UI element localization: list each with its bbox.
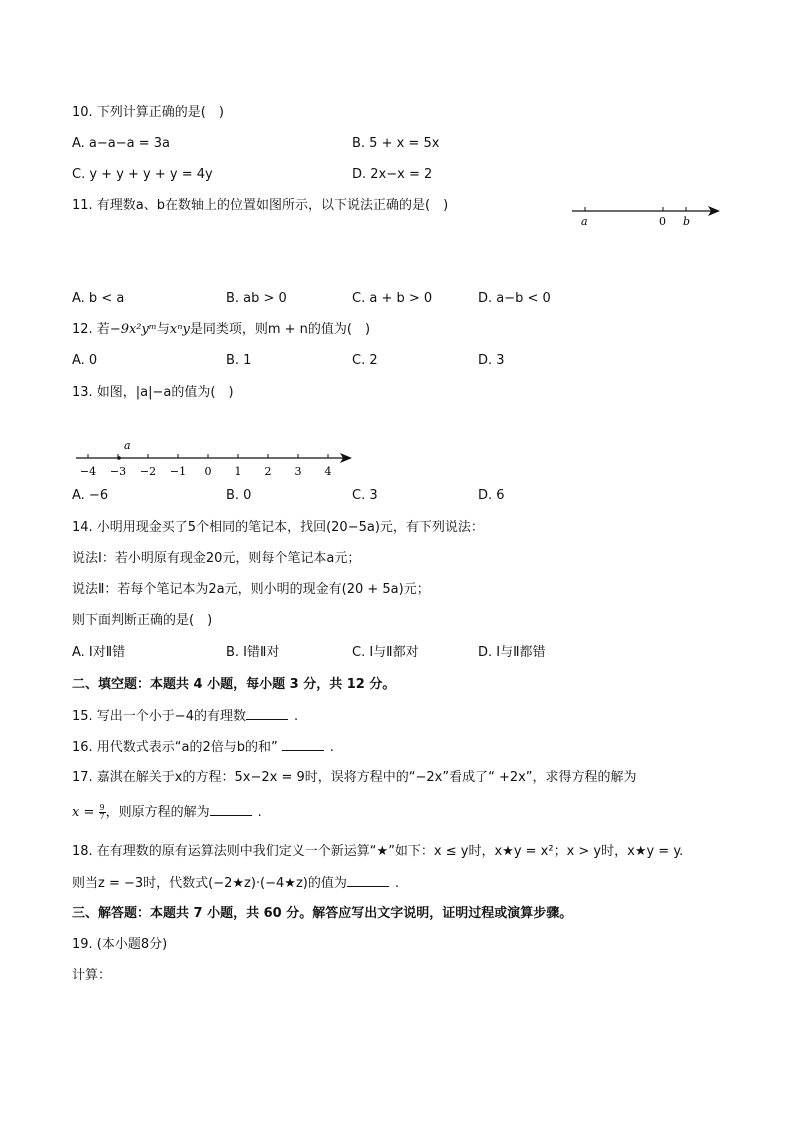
q13-option-c: C. 3 xyxy=(352,488,378,503)
q17-period: . xyxy=(257,805,262,820)
q18-line-1: 18. 在有理数的原有运算法则中我们定义一个新运算“★”如下：x ≤ y时，x★y = x²；x > y时，x★y = y. xyxy=(72,844,684,859)
q11-label-0: 0 xyxy=(659,215,666,228)
q11-number-line xyxy=(568,198,724,232)
q13-number-line xyxy=(70,436,360,480)
q14-stem: 14. 小明用现金买了5个相同的笔记本，找回(20−5a)元，有下列说法： xyxy=(72,520,484,535)
q18-answer-blank[interactable] xyxy=(347,874,389,887)
q11-stem: 11. 有理数a、b在数轴上的位置如图所示，以下说法正确的是( ) xyxy=(72,198,449,213)
q10-option-c: C. y + y + y + y = 4y xyxy=(72,167,213,182)
q18-period: . xyxy=(394,876,399,891)
q11-label-a: a xyxy=(581,215,588,228)
q17-x-equals: x = xyxy=(72,805,95,820)
q16 xyxy=(72,738,334,757)
q17-fraction xyxy=(99,804,106,821)
q19-instruction: 计算： xyxy=(72,968,112,983)
q13-tick-label: −2 xyxy=(139,465,157,478)
q13-stem: 13. 如图，|a|−a的值为( ) xyxy=(72,385,234,400)
q12-stem-post: 是同类项，则m + n的值为( ) xyxy=(189,322,371,337)
q14-option-b: B. Ⅰ错Ⅱ对 xyxy=(226,645,280,660)
q14-option-d: D. Ⅰ与Ⅱ都错 xyxy=(478,645,546,660)
q13-tick-label: 1 xyxy=(234,465,242,478)
q12-option-b: B. 1 xyxy=(226,353,252,368)
q12-stem-pre: 12. 若 xyxy=(72,322,110,337)
q17-fraction-numerator: 9 xyxy=(99,803,105,812)
q12-option-d: D. 3 xyxy=(478,353,505,368)
q17-line-2 xyxy=(72,802,262,824)
q11-option-c: C. a + b > 0 xyxy=(352,291,433,306)
q16-period: . xyxy=(329,740,334,755)
q13-point-a xyxy=(117,456,121,460)
q17-fraction-denominator: 7 xyxy=(99,812,105,821)
q16-text: 16. 用代数式表示“a的2倍与b的和” xyxy=(72,740,278,755)
q11-option-a: A. b < a xyxy=(72,291,125,306)
q10-option-d: D. 2x−x = 2 xyxy=(352,167,433,182)
q11-option-d: D. a−b < 0 xyxy=(478,291,551,306)
q10-option-a: A. a−a−a = 3a xyxy=(72,136,171,151)
section-2-heading: 二、填空题：本题共 4 小题，每小题 3 分，共 12 分。 xyxy=(72,677,396,692)
q11-label-b: b xyxy=(683,215,691,228)
q13-point-a-label: a xyxy=(124,439,131,452)
q11-option-b: B. ab > 0 xyxy=(226,291,287,306)
q13-option-a: A. −6 xyxy=(72,488,109,503)
section-3-heading: 三、解答题：本题共 7 小题，共 60 分。解答应写出文字说明，证明过程或演算步骤。 xyxy=(72,906,573,921)
q14-statement-1: 说法Ⅰ：若小明原有现金20元，则每个笔记本a元； xyxy=(72,551,361,566)
q14-option-a: A. Ⅰ对Ⅱ错 xyxy=(72,645,126,660)
q13-option-b: B. 0 xyxy=(226,488,252,503)
q10-option-b: B. 5 + x = 5x xyxy=(352,136,440,151)
q14-ask: 则下面判断正确的是( ) xyxy=(72,613,213,628)
q15-period: . xyxy=(293,709,299,724)
q15 xyxy=(72,707,298,726)
q12-option-a: A. 0 xyxy=(72,353,98,368)
q13-tick-label: −4 xyxy=(79,465,97,478)
q13-tick-label: −1 xyxy=(169,465,187,478)
q12-option-c: C. 2 xyxy=(352,353,378,368)
q17-answer-blank[interactable] xyxy=(210,803,252,816)
q13-tick-label: 0 xyxy=(204,465,212,478)
q13-tick-label: 3 xyxy=(294,465,302,478)
q14-statement-2: 说法Ⅱ：若每个笔记本为2a元，则小明的现金有(20 + 5a)元； xyxy=(72,582,430,597)
q12-stem-mid: 与 xyxy=(156,322,170,337)
q10-stem: 10. 下列计算正确的是( ) xyxy=(72,105,224,120)
q17-line-1: 17. 嘉淇在解关于x的方程：5x−2x = 9时，误将方程中的“−2x”看成了“ +2x”，求得方程的解为 xyxy=(72,770,637,785)
q17-line-2-text: ，则原方程的解为 xyxy=(105,805,210,820)
q13-option-d: D. 6 xyxy=(478,488,505,503)
q18-line-2-text: 则当z = −3时，代数式(−2★z)·(−4★z)的值为 xyxy=(72,876,347,891)
q18-line-2 xyxy=(72,874,399,893)
q13-tick-label: 2 xyxy=(264,465,272,478)
q12-expr-1: −9x²yᵐ xyxy=(109,322,157,337)
q16-answer-blank[interactable] xyxy=(282,738,324,751)
q15-text: 15. 写出一个小于−4的有理数 xyxy=(72,709,246,724)
q14-option-c: C. Ⅰ与Ⅱ都对 xyxy=(352,645,419,660)
q15-answer-blank[interactable] xyxy=(246,707,288,720)
q12-stem xyxy=(72,321,370,339)
q19-title: 19. (本小题8分) xyxy=(72,937,168,952)
q13-tick-label: 4 xyxy=(324,465,332,478)
q12-expr-2: xⁿy xyxy=(169,322,190,337)
q13-tick-label: −3 xyxy=(109,465,127,478)
